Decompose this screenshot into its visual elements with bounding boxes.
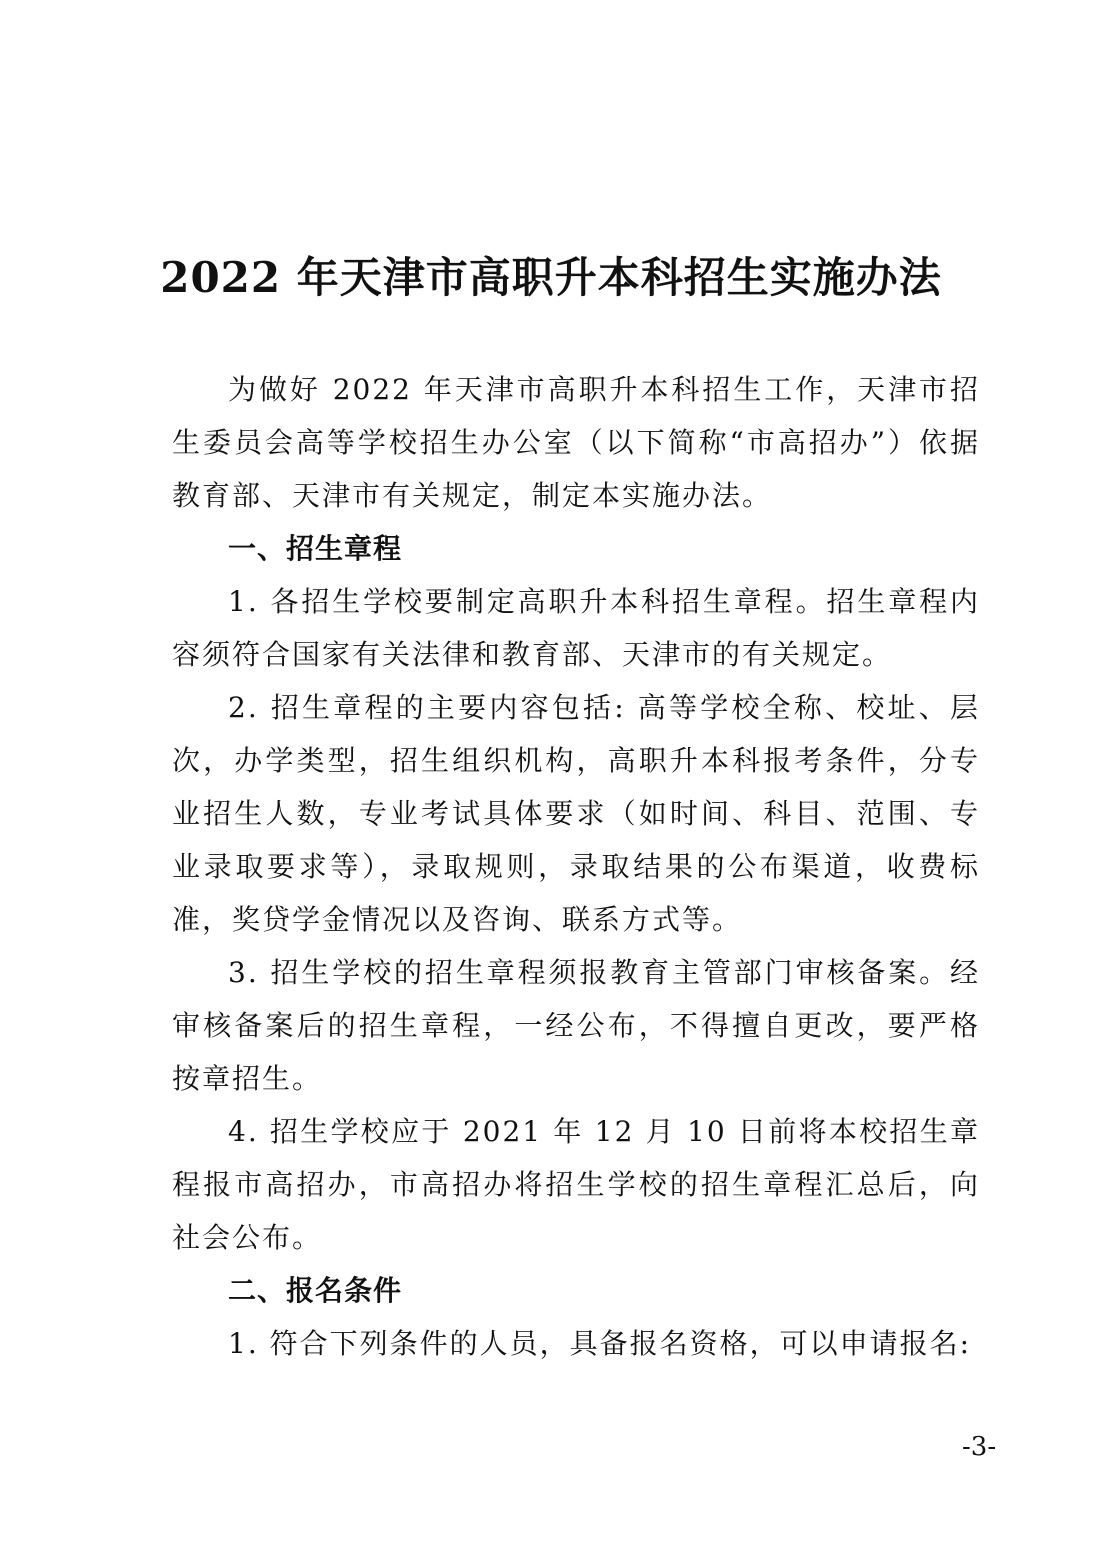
document-title: 2022 年天津市高职升本科招生实施办法 [160, 253, 942, 302]
charter-item-2: 2. 招生章程的主要内容包括: 高等学校全称、校址、层次，办学类型，招生组织机构，高职升本科报考条件，分专业招生人数，专业考试具体要求（如时间、科目、范围、专业录取要求等），录取规则，录取结果的公布渠道，收费标准，奖贷学金情况以及咨询、联系方式等。 [172, 691, 980, 936]
eligibility-item-1: 1. 符合下列条件的人员，具备报名资格，可以申请报名: [228, 1327, 972, 1360]
section-heading-admission-charter: 一、招生章程 [228, 532, 403, 565]
section-heading-eligibility: 二、报名条件 [228, 1274, 403, 1307]
charter-item-1: 1. 各招生学校要制定高职升本科招生章程。招生章程内容须符合国家有关法律和教育部、天津市的有关规定。 [172, 585, 980, 671]
charter-item-4: 4. 招生学校应于 2021 年 12 月 10 日前将本校招生章程报市高招办，市高招办将招生学校的招生章程汇总后，向社会公布。 [172, 1115, 980, 1254]
charter-item-3: 3. 招生学校的招生章程须报教育主管部门审核备案。经审核备案后的招生章程，一经公布，不得擅自更改，要严格按章招生。 [172, 956, 980, 1095]
page-number: -3- [962, 1432, 997, 1462]
intro-paragraph: 为做好 2022 年天津市高职升本科招生工作，天津市招生委员会高等学校招生办公室（以下简称“市高招办”）依据教育部、天津市有关规定，制定本实施办法。 [172, 373, 980, 512]
